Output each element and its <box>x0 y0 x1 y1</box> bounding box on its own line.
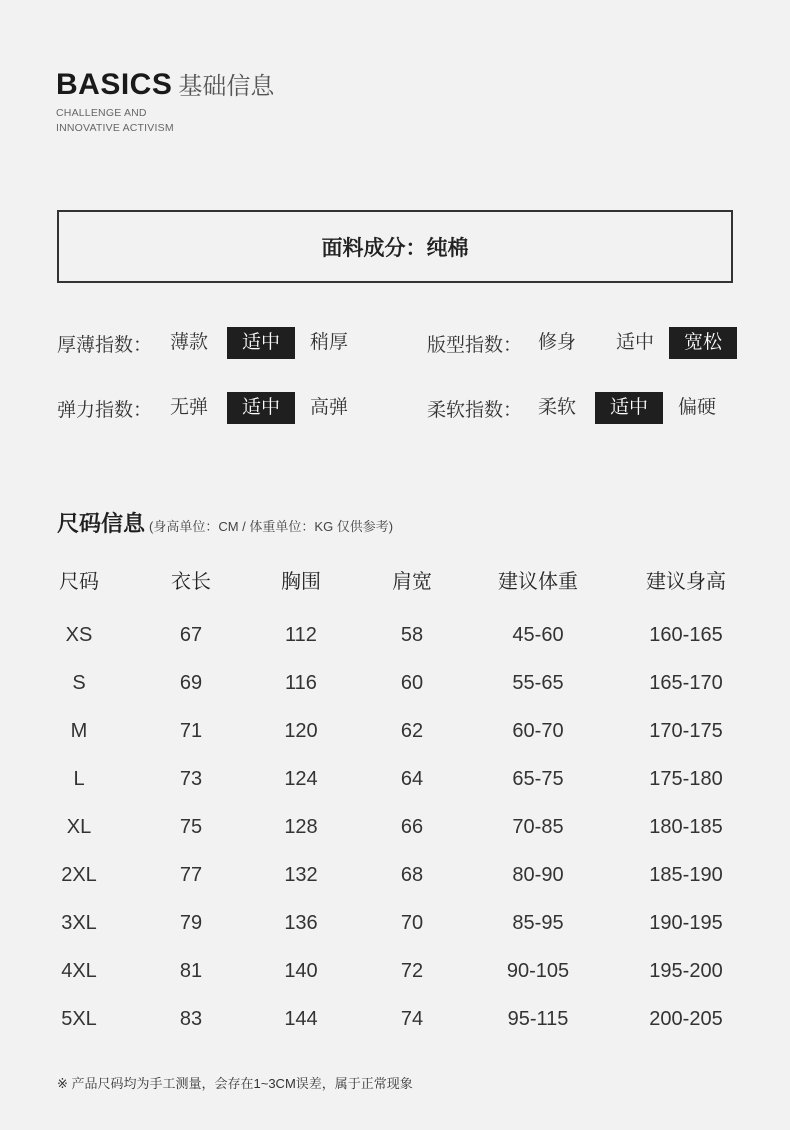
brand-subtitle: 基础信息 <box>178 73 275 100</box>
table-cell: S <box>72 672 86 694</box>
table-cell: 195-200 <box>649 960 723 982</box>
table-row <box>0 805 790 849</box>
tagline-line-2: INNOVATIVE ACTIVISM <box>56 122 174 134</box>
table-row <box>0 853 790 897</box>
table-cell: 83 <box>179 1008 203 1030</box>
table-cell: L <box>73 768 85 790</box>
table-cell: 64 <box>400 768 424 790</box>
fabric-composition: 面料成分：纯棉 <box>57 210 733 283</box>
table-cell: 69 <box>179 672 203 694</box>
table-cell: 170-175 <box>649 720 723 742</box>
table-cell: 67 <box>179 624 203 646</box>
table-cell: 70-85 <box>512 816 564 838</box>
table-row <box>0 613 790 657</box>
table-cell: 45-60 <box>512 624 564 646</box>
table-cell: 73 <box>179 768 203 790</box>
table-cell: 55-65 <box>512 672 564 694</box>
table-cell: 58 <box>400 624 424 646</box>
table-row <box>0 949 790 993</box>
table-cell: M <box>70 720 88 742</box>
table-cell: 124 <box>284 768 318 790</box>
table-cell: 136 <box>284 912 318 934</box>
elasticity-label: 弹力指数： <box>57 399 153 421</box>
fit-label: 版型指数： <box>427 334 523 356</box>
elasticity-option: 高弹 <box>309 397 348 418</box>
elasticity-index <box>57 391 363 425</box>
thickness-option: 薄款 <box>170 332 209 353</box>
table-cell: XL <box>66 816 92 838</box>
table-row <box>0 901 790 945</box>
fit-option: 修身 <box>538 332 577 353</box>
tagline-line-1: CHALLENGE AND <box>56 107 147 119</box>
table-row <box>0 757 790 801</box>
elasticity-option: 适中 <box>227 392 295 424</box>
table-header-cell: 建议身高 <box>646 571 726 593</box>
fit-option: 宽松 <box>669 327 737 359</box>
table-cell: 116 <box>285 672 317 694</box>
table-header-cell: 肩宽 <box>392 571 432 593</box>
table-cell: 185-190 <box>649 864 723 886</box>
elasticity-option: 无弹 <box>170 397 209 418</box>
table-cell: 144 <box>284 1008 318 1030</box>
tagline <box>56 106 274 136</box>
softness-option: 适中 <box>595 392 663 424</box>
table-cell: 81 <box>179 960 203 982</box>
thickness-label: 厚薄指数： <box>57 334 153 356</box>
thickness-index <box>57 326 363 360</box>
table-row <box>0 661 790 705</box>
table-header-row <box>0 560 790 604</box>
softness-option: 偏硬 <box>677 397 716 418</box>
size-info-heading <box>57 507 393 538</box>
table-cell: 140 <box>284 960 318 982</box>
softness-index <box>427 391 731 425</box>
table-cell: 3XL <box>61 912 97 934</box>
title-row <box>56 66 274 102</box>
header <box>56 66 274 136</box>
table-cell: 60-70 <box>512 720 564 742</box>
table-cell: 80-90 <box>512 864 564 886</box>
table-cell: 120 <box>284 720 318 742</box>
table-cell: 165-170 <box>649 672 723 694</box>
table-cell: 90-105 <box>506 960 570 982</box>
table-cell: 2XL <box>61 864 97 886</box>
table-cell: 5XL <box>61 1008 97 1030</box>
table-cell: 77 <box>179 864 203 886</box>
table-cell: XS <box>65 624 93 646</box>
table-cell: 68 <box>400 864 424 886</box>
table-header-cell: 胸围 <box>281 571 321 593</box>
table-cell: 112 <box>285 624 317 646</box>
table-cell: 75 <box>179 816 203 838</box>
table-cell: 190-195 <box>649 912 723 934</box>
brand-title: BASICS <box>56 68 173 101</box>
table-cell: 79 <box>179 912 203 934</box>
table-cell: 175-180 <box>649 768 723 790</box>
size-info-title: 尺码信息 <box>57 511 146 536</box>
table-cell: 70 <box>400 912 424 934</box>
fit-index <box>427 326 737 360</box>
table-row <box>0 997 790 1041</box>
table-cell: 132 <box>284 864 318 886</box>
table-cell: 160-165 <box>649 624 723 646</box>
table-cell: 62 <box>400 720 424 742</box>
softness-label: 柔软指数： <box>427 399 523 421</box>
table-cell: 66 <box>400 816 424 838</box>
table-cell: 95-115 <box>507 1008 569 1030</box>
table-cell: 4XL <box>61 960 97 982</box>
thickness-option: 适中 <box>227 327 295 359</box>
size-info-unit-note: (身高单位：CM / 体重单位：KG 仅供参考) <box>149 519 394 534</box>
softness-option: 柔软 <box>538 397 577 418</box>
table-cell: 72 <box>400 960 424 982</box>
table-header-cell: 衣长 <box>171 571 211 593</box>
table-cell: 65-75 <box>512 768 564 790</box>
table-header-cell: 尺码 <box>59 571 99 593</box>
table-header-cell: 建议体重 <box>498 571 578 593</box>
table-row <box>0 709 790 753</box>
measurement-footnote: ※ 产品尺码均为手工测量，会存在1~3CM误差，属于正常现象 <box>57 1076 413 1091</box>
table-cell: 74 <box>400 1008 424 1030</box>
table-cell: 180-185 <box>649 816 723 838</box>
table-cell: 85-95 <box>512 912 564 934</box>
fit-option: 适中 <box>615 332 654 353</box>
table-cell: 128 <box>284 816 318 838</box>
table-cell: 60 <box>400 672 424 694</box>
table-cell: 71 <box>179 720 203 742</box>
table-cell: 200-205 <box>649 1008 723 1030</box>
thickness-option: 稍厚 <box>309 332 348 353</box>
